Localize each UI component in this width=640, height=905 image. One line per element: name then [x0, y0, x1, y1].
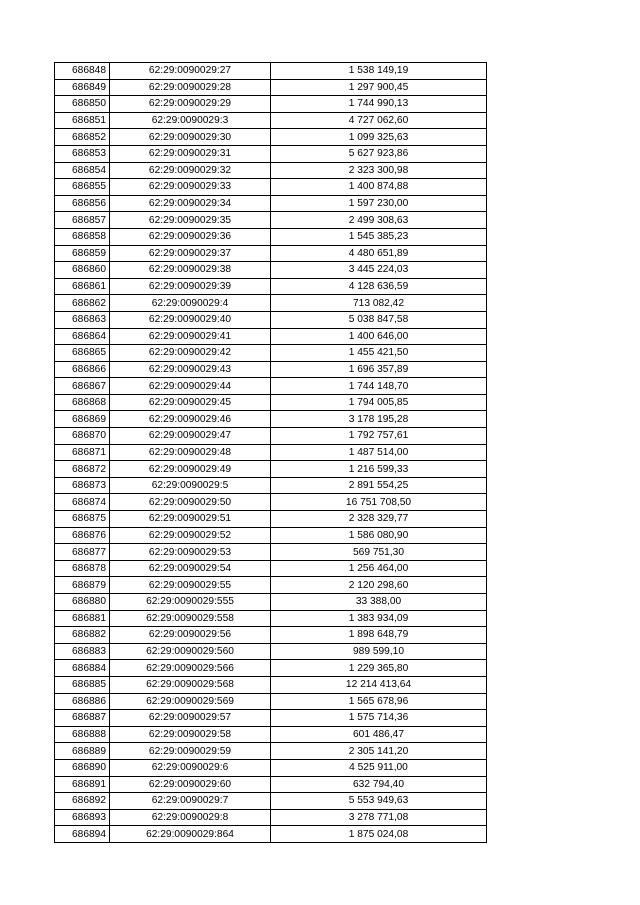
- row-number-cell: 686850: [55, 96, 110, 113]
- cadastral-value-cell: 1 256 464,00: [271, 560, 487, 577]
- cadastral-value-cell: 1 099 325,63: [271, 129, 487, 146]
- row-number-cell: 686887: [55, 710, 110, 727]
- cadastral-number-cell: 62:29:0090029:37: [110, 245, 271, 262]
- cadastral-value-cell: 632 794,40: [271, 776, 487, 793]
- table-row: [55, 477, 487, 494]
- cadastral-number-cell: 62:29:0090029:569: [110, 693, 271, 710]
- cadastral-number-cell: 62:29:0090029:45: [110, 394, 271, 411]
- cadastral-number-cell: 62:29:0090029:5: [110, 477, 271, 494]
- table-row: [55, 759, 487, 776]
- cadastral-number-cell: 62:29:0090029:3: [110, 112, 271, 129]
- cadastral-value-cell: 12 214 413,64: [271, 676, 487, 693]
- cadastral-number-cell: 62:29:0090029:50: [110, 494, 271, 511]
- cadastral-value-cell: 33 388,00: [271, 594, 487, 611]
- cadastral-value-cell: 16 751 708,50: [271, 494, 487, 511]
- cadastral-number-cell: 62:29:0090029:566: [110, 660, 271, 677]
- cadastral-number-cell: 62:29:0090029:7: [110, 793, 271, 810]
- cadastral-value-cell: 2 305 141,20: [271, 743, 487, 760]
- cadastral-value-cell: 1 297 900,45: [271, 79, 487, 96]
- cadastral-number-cell: 62:29:0090029:60: [110, 776, 271, 793]
- cadastral-value-cell: 3 445 224,03: [271, 262, 487, 279]
- row-number-cell: 686862: [55, 295, 110, 312]
- table-row: [55, 560, 487, 577]
- table-row: [55, 378, 487, 395]
- table-row: [55, 809, 487, 826]
- table-row: [55, 826, 487, 843]
- table-row: [55, 428, 487, 445]
- table-row: [55, 411, 487, 428]
- cadastral-number-cell: 62:29:0090029:42: [110, 345, 271, 362]
- cadastral-number-cell: 62:29:0090029:58: [110, 726, 271, 743]
- table-row: [55, 96, 487, 113]
- cadastral-value-cell: 1 400 874,88: [271, 179, 487, 196]
- row-number-cell: 686865: [55, 345, 110, 362]
- table-row: [55, 394, 487, 411]
- table-row: [55, 63, 487, 80]
- table-row: [55, 743, 487, 760]
- cadastral-value-cell: 1 545 385,23: [271, 228, 487, 245]
- table-row: [55, 527, 487, 544]
- cadastral-number-cell: 62:29:0090029:31: [110, 145, 271, 162]
- row-number-cell: 686863: [55, 311, 110, 328]
- cadastral-number-cell: 62:29:0090029:53: [110, 544, 271, 561]
- cadastral-value-cell: 1 792 757,61: [271, 428, 487, 445]
- cadastral-value-cell: 1 565 678,96: [271, 693, 487, 710]
- cadastral-number-cell: 62:29:0090029:555: [110, 594, 271, 611]
- cadastral-value-cell: 1 586 080,90: [271, 527, 487, 544]
- row-number-cell: 686858: [55, 228, 110, 245]
- cadastral-value-cell: 601 486,47: [271, 726, 487, 743]
- cadastral-number-cell: 62:29:0090029:32: [110, 162, 271, 179]
- cadastral-number-cell: 62:29:0090029:558: [110, 610, 271, 627]
- table-row: [55, 793, 487, 810]
- row-number-cell: 686864: [55, 328, 110, 345]
- table-row: [55, 212, 487, 229]
- table-row: [55, 776, 487, 793]
- cadastral-number-cell: 62:29:0090029:864: [110, 826, 271, 843]
- table-row: [55, 627, 487, 644]
- cadastral-value-cell: 4 128 636,59: [271, 278, 487, 295]
- cadastral-value-cell: 1 229 365,80: [271, 660, 487, 677]
- cadastral-value-cell: 1 383 934,09: [271, 610, 487, 627]
- cadastral-value-cell: 5 038 847,58: [271, 311, 487, 328]
- cadastral-value-cell: 1 898 648,79: [271, 627, 487, 644]
- cadastral-value-cell: 1 696 357,89: [271, 361, 487, 378]
- cadastral-number-cell: 62:29:0090029:40: [110, 311, 271, 328]
- row-number-cell: 686893: [55, 809, 110, 826]
- cadastral-number-cell: 62:29:0090029:4: [110, 295, 271, 312]
- table-row: [55, 162, 487, 179]
- table-row: [55, 295, 487, 312]
- row-number-cell: 686872: [55, 461, 110, 478]
- row-number-cell: 686856: [55, 195, 110, 212]
- cadastral-value-cell: 1 744 148,70: [271, 378, 487, 395]
- table-body: [55, 63, 487, 843]
- row-number-cell: 686867: [55, 378, 110, 395]
- cadastral-number-cell: 62:29:0090029:56: [110, 627, 271, 644]
- cadastral-value-cell: 1 455 421,50: [271, 345, 487, 362]
- table-row: [55, 328, 487, 345]
- cadastral-number-cell: 62:29:0090029:6: [110, 759, 271, 776]
- cadastral-value-cell: 4 480 651,89: [271, 245, 487, 262]
- cadastral-number-cell: 62:29:0090029:55: [110, 577, 271, 594]
- cadastral-value-table: [54, 62, 487, 843]
- cadastral-value-cell: 1 538 149,19: [271, 63, 487, 80]
- cadastral-number-cell: 62:29:0090029:51: [110, 511, 271, 528]
- cadastral-number-cell: 62:29:0090029:46: [110, 411, 271, 428]
- cadastral-value-cell: 4 727 062,60: [271, 112, 487, 129]
- table-row: [55, 79, 487, 96]
- table-row: [55, 660, 487, 677]
- table-row: [55, 245, 487, 262]
- cadastral-number-cell: 62:29:0090029:8: [110, 809, 271, 826]
- table-row: [55, 145, 487, 162]
- table-row: [55, 511, 487, 528]
- row-number-cell: 686873: [55, 477, 110, 494]
- row-number-cell: 686876: [55, 527, 110, 544]
- row-number-cell: 686871: [55, 444, 110, 461]
- table-row: [55, 577, 487, 594]
- row-number-cell: 686860: [55, 262, 110, 279]
- row-number-cell: 686857: [55, 212, 110, 229]
- cadastral-value-cell: 713 082,42: [271, 295, 487, 312]
- row-number-cell: 686869: [55, 411, 110, 428]
- cadastral-number-cell: 62:29:0090029:43: [110, 361, 271, 378]
- cadastral-value-cell: 3 178 195,28: [271, 411, 487, 428]
- table-row: [55, 228, 487, 245]
- row-number-cell: 686881: [55, 610, 110, 627]
- cadastral-number-cell: 62:29:0090029:33: [110, 179, 271, 196]
- cadastral-number-cell: 62:29:0090029:28: [110, 79, 271, 96]
- cadastral-number-cell: 62:29:0090029:38: [110, 262, 271, 279]
- row-number-cell: 686866: [55, 361, 110, 378]
- cadastral-number-cell: 62:29:0090029:34: [110, 195, 271, 212]
- cadastral-value-cell: 1 597 230,00: [271, 195, 487, 212]
- row-number-cell: 686861: [55, 278, 110, 295]
- table-row: [55, 610, 487, 627]
- row-number-cell: 686889: [55, 743, 110, 760]
- cadastral-number-cell: 62:29:0090029:57: [110, 710, 271, 727]
- row-number-cell: 686853: [55, 145, 110, 162]
- row-number-cell: 686885: [55, 676, 110, 693]
- table-row: [55, 195, 487, 212]
- table-row: [55, 112, 487, 129]
- cadastral-number-cell: 62:29:0090029:27: [110, 63, 271, 80]
- row-number-cell: 686878: [55, 560, 110, 577]
- table-row: [55, 726, 487, 743]
- cadastral-value-cell: 2 120 298,60: [271, 577, 487, 594]
- cadastral-value-cell: 1 794 005,85: [271, 394, 487, 411]
- row-number-cell: 686870: [55, 428, 110, 445]
- row-number-cell: 686877: [55, 544, 110, 561]
- row-number-cell: 686859: [55, 245, 110, 262]
- row-number-cell: 686868: [55, 394, 110, 411]
- cadastral-number-cell: 62:29:0090029:48: [110, 444, 271, 461]
- row-number-cell: 686880: [55, 594, 110, 611]
- row-number-cell: 686874: [55, 494, 110, 511]
- row-number-cell: 686886: [55, 693, 110, 710]
- cadastral-value-cell: 1 400 646,00: [271, 328, 487, 345]
- cadastral-number-cell: 62:29:0090029:35: [110, 212, 271, 229]
- table-row: [55, 179, 487, 196]
- cadastral-value-cell: 1 487 514,00: [271, 444, 487, 461]
- row-number-cell: 686888: [55, 726, 110, 743]
- row-number-cell: 686854: [55, 162, 110, 179]
- table-row: [55, 676, 487, 693]
- table-row: [55, 544, 487, 561]
- table-row: [55, 311, 487, 328]
- row-number-cell: 686890: [55, 759, 110, 776]
- table-row: [55, 594, 487, 611]
- table-row: [55, 461, 487, 478]
- row-number-cell: 686852: [55, 129, 110, 146]
- cadastral-number-cell: 62:29:0090029:41: [110, 328, 271, 345]
- row-number-cell: 686879: [55, 577, 110, 594]
- table-row: [55, 345, 487, 362]
- row-number-cell: 686884: [55, 660, 110, 677]
- table-row: [55, 444, 487, 461]
- row-number-cell: 686891: [55, 776, 110, 793]
- table-row: [55, 262, 487, 279]
- cadastral-value-cell: 569 751,30: [271, 544, 487, 561]
- cadastral-value-cell: 1 216 599,33: [271, 461, 487, 478]
- table-row: [55, 643, 487, 660]
- table-row: [55, 693, 487, 710]
- cadastral-number-cell: 62:29:0090029:52: [110, 527, 271, 544]
- cadastral-value-cell: 2 328 329,77: [271, 511, 487, 528]
- cadastral-value-cell: 5 553 949,63: [271, 793, 487, 810]
- row-number-cell: 686883: [55, 643, 110, 660]
- cadastral-value-cell: 2 323 300,98: [271, 162, 487, 179]
- cadastral-number-cell: 62:29:0090029:47: [110, 428, 271, 445]
- cadastral-value-cell: 1 744 990,13: [271, 96, 487, 113]
- row-number-cell: 686875: [55, 511, 110, 528]
- cadastral-value-cell: 4 525 911,00: [271, 759, 487, 776]
- row-number-cell: 686892: [55, 793, 110, 810]
- table-row: [55, 494, 487, 511]
- cadastral-number-cell: 62:29:0090029:568: [110, 676, 271, 693]
- cadastral-value-cell: 2 499 308,63: [271, 212, 487, 229]
- table-row: [55, 278, 487, 295]
- row-number-cell: 686848: [55, 63, 110, 80]
- table-row: [55, 710, 487, 727]
- cadastral-value-cell: 1 875 024,08: [271, 826, 487, 843]
- cadastral-value-cell: 2 891 554,25: [271, 477, 487, 494]
- cadastral-value-cell: 5 627 923,86: [271, 145, 487, 162]
- cadastral-value-cell: 989 599,10: [271, 643, 487, 660]
- cadastral-number-cell: 62:29:0090029:36: [110, 228, 271, 245]
- table-row: [55, 361, 487, 378]
- row-number-cell: 686882: [55, 627, 110, 644]
- cadastral-number-cell: 62:29:0090029:44: [110, 378, 271, 395]
- cadastral-value-cell: 1 575 714,36: [271, 710, 487, 727]
- cadastral-number-cell: 62:29:0090029:29: [110, 96, 271, 113]
- cadastral-number-cell: 62:29:0090029:560: [110, 643, 271, 660]
- cadastral-number-cell: 62:29:0090029:54: [110, 560, 271, 577]
- cadastral-number-cell: 62:29:0090029:59: [110, 743, 271, 760]
- cadastral-value-cell: 3 278 771,08: [271, 809, 487, 826]
- cadastral-number-cell: 62:29:0090029:39: [110, 278, 271, 295]
- row-number-cell: 686849: [55, 79, 110, 96]
- row-number-cell: 686851: [55, 112, 110, 129]
- table-row: [55, 129, 487, 146]
- cadastral-number-cell: 62:29:0090029:49: [110, 461, 271, 478]
- cadastral-number-cell: 62:29:0090029:30: [110, 129, 271, 146]
- row-number-cell: 686894: [55, 826, 110, 843]
- row-number-cell: 686855: [55, 179, 110, 196]
